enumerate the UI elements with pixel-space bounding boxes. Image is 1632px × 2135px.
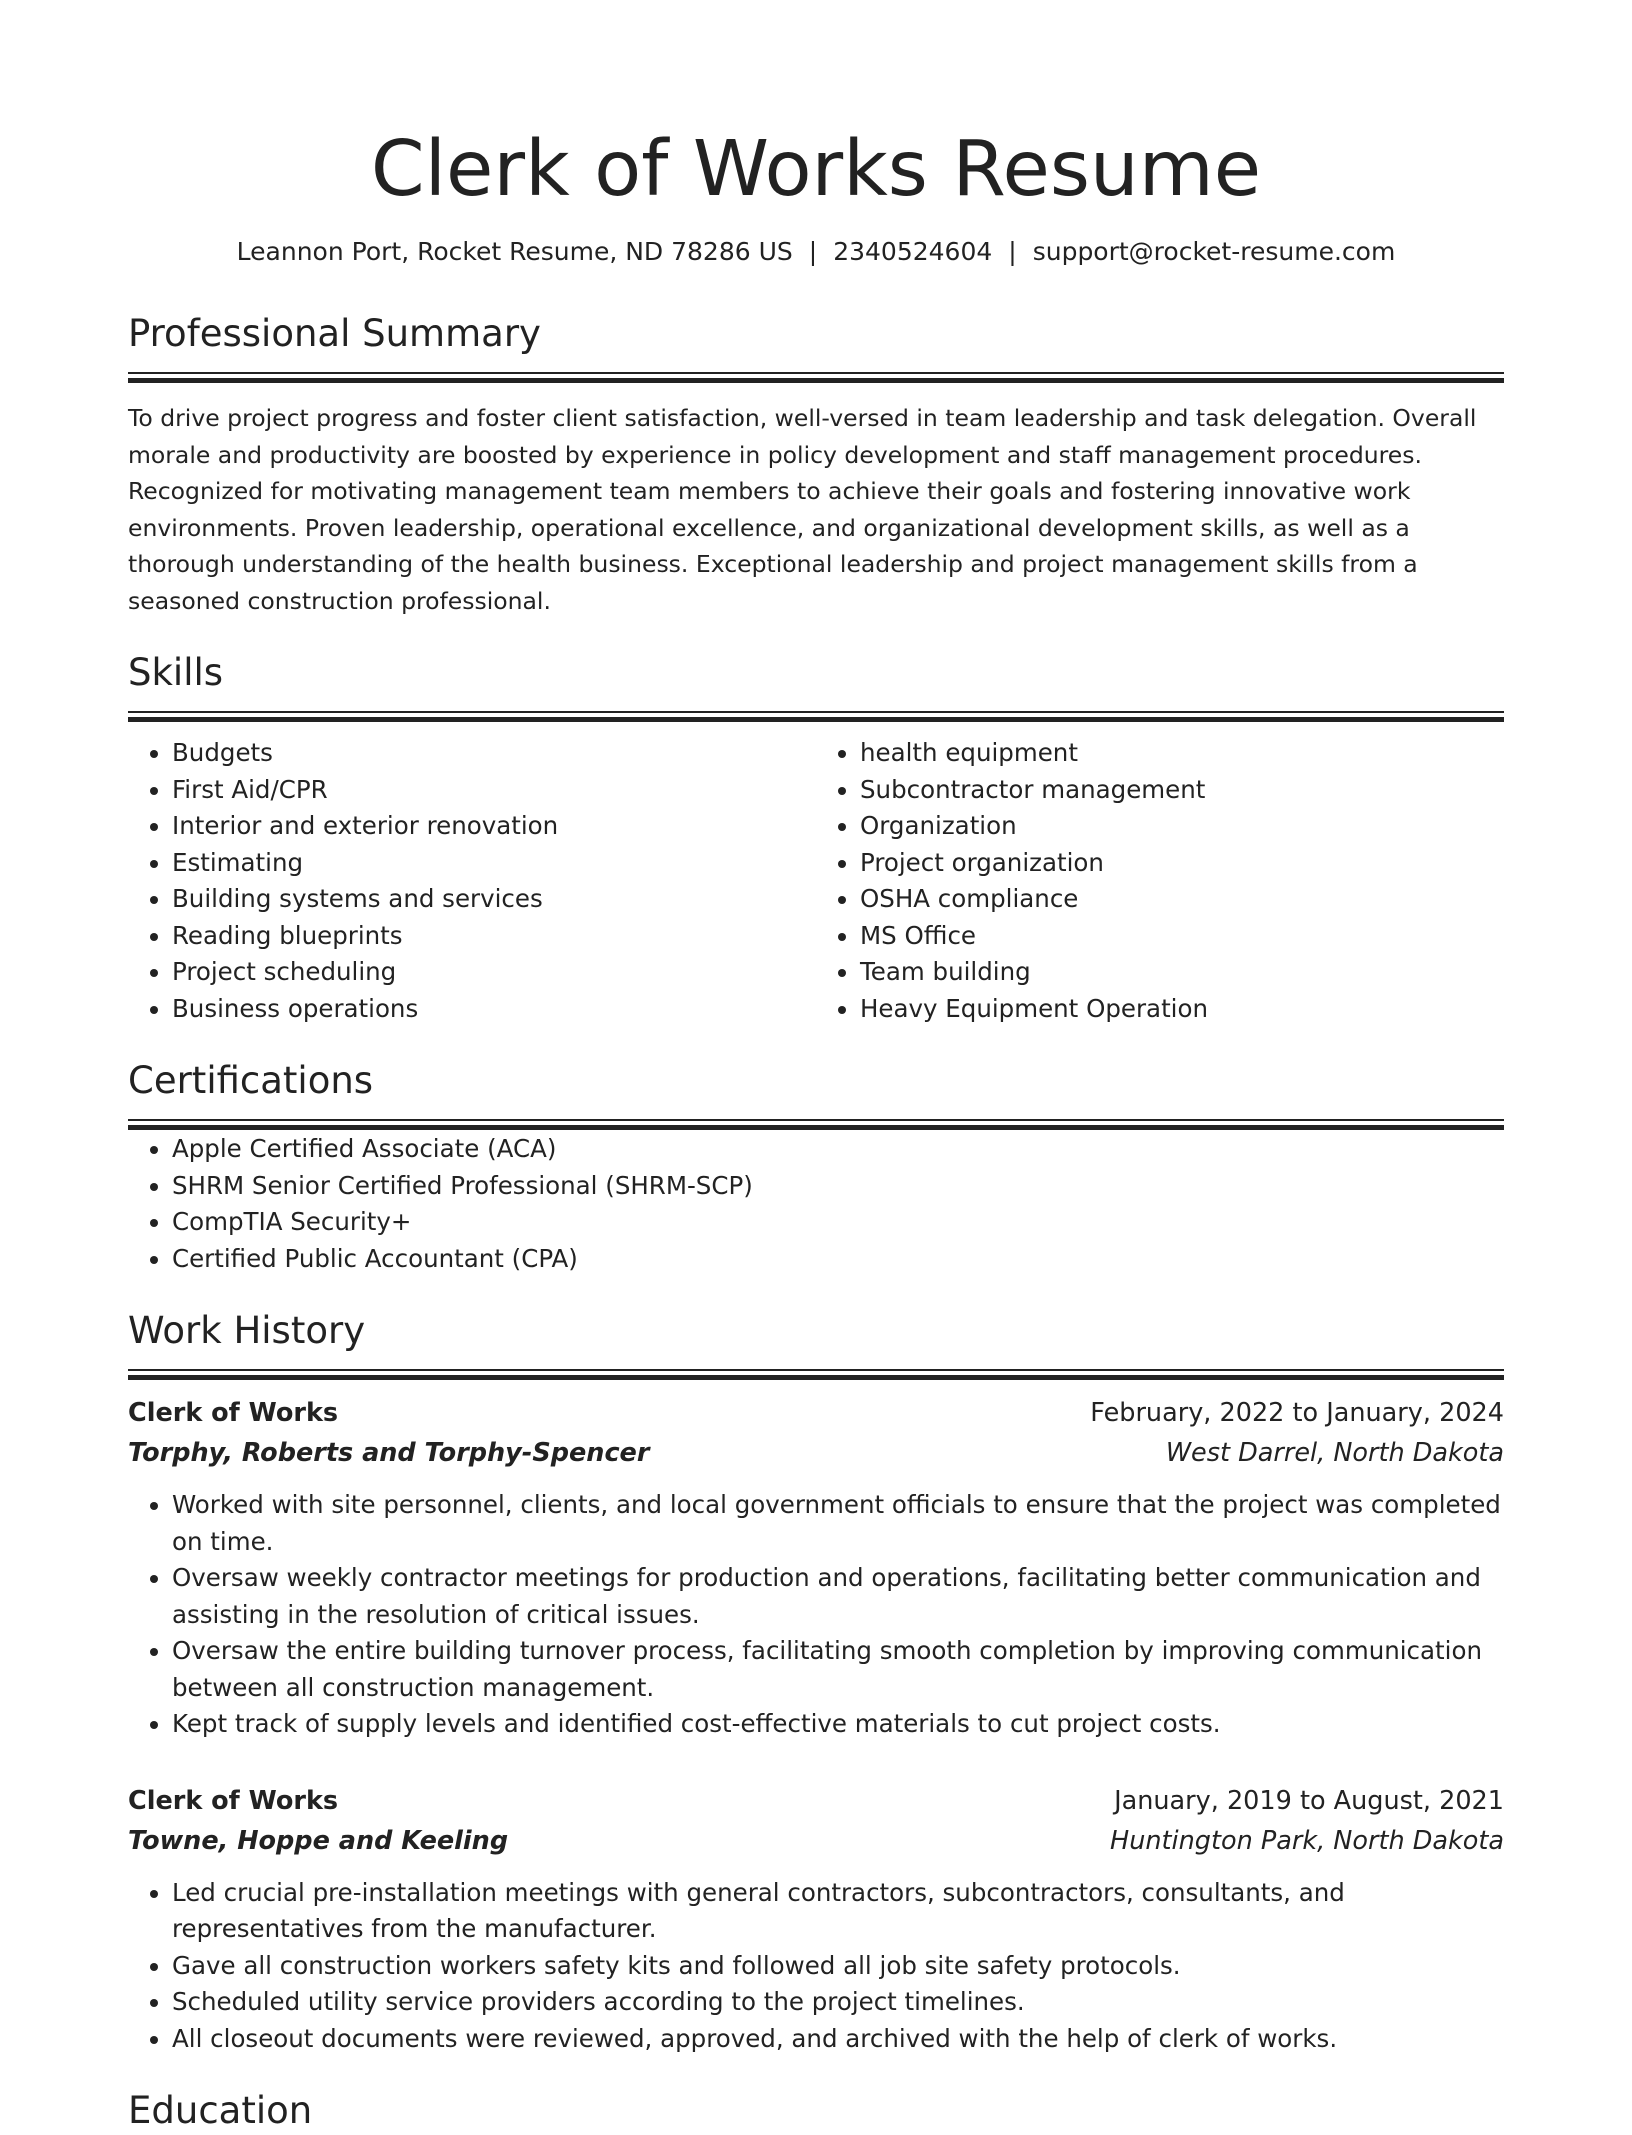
job-location: Huntington Park, North Dakota bbox=[1110, 1825, 1504, 1856]
summary-section bbox=[128, 310, 1504, 619]
section-heading: Skills bbox=[128, 651, 224, 694]
job-company: Torphy, Roberts and Torphy-Spencer bbox=[128, 1438, 650, 1468]
section-divider bbox=[128, 1119, 1504, 1131]
resume-page bbox=[128, 0, 1504, 2135]
skills-list-left bbox=[128, 735, 816, 1027]
section-heading: Certifications bbox=[128, 1059, 374, 1102]
list-item: • OSHA compliance bbox=[860, 881, 1504, 918]
section-heading: Professional Summary bbox=[128, 312, 541, 355]
certifications-list bbox=[128, 1131, 1504, 1277]
job-company-row bbox=[128, 1821, 1504, 1861]
job-header-row bbox=[128, 1393, 1504, 1433]
job-dates: January, 2019 to August, 2021 bbox=[1114, 1785, 1504, 1816]
section-heading: Work History bbox=[128, 1309, 366, 1352]
section-divider bbox=[128, 711, 1504, 723]
contact-address: Leannon Port, Rocket Resume, ND 78286 US bbox=[236, 237, 793, 266]
list-item: • Oversaw the entire building turnover process, facilitating smooth completion by improving communication between all construction management. bbox=[172, 1633, 1504, 1706]
list-item: • Reading blueprints bbox=[172, 918, 816, 955]
list-item: • Subcontractor management bbox=[860, 772, 1504, 809]
summary-text: To drive project progress and foster client satisfaction, well-versed in team leadership and task delegation. Overall morale and productivity are boosted by experience in policy development and staff management procedures. Recognized for motivating management team members to achieve their goals and fostering innovative work environments. Proven leadership, operational excellence, and organizational development skills, as well as a thorough understanding of the health business. Exceptional leadership and project management skills from a seasoned construction professional. bbox=[128, 404, 1477, 615]
list-item: • All closeout documents were reviewed, approved, and archived with the help of clerk of works. bbox=[172, 2021, 1504, 2058]
section-divider bbox=[128, 372, 1504, 384]
list-item: • Building systems and services bbox=[172, 881, 816, 918]
job-location: West Darrel, North Dakota bbox=[1165, 1438, 1504, 1468]
skills-grid bbox=[128, 735, 1504, 1027]
list-item: • Project scheduling bbox=[172, 954, 816, 991]
job-company-row bbox=[128, 1433, 1504, 1473]
skills-section bbox=[128, 649, 1504, 1027]
job-title: Clerk of Works bbox=[128, 1398, 339, 1428]
list-item: • Interior and exterior renovation bbox=[172, 808, 816, 845]
contact-separator: | bbox=[1008, 237, 1017, 266]
list-item: • Led crucial pre-installation meetings with general contractors, subcontractors, consultants, and representatives from the manufacturer. bbox=[172, 1875, 1504, 1948]
section-divider bbox=[128, 1369, 1504, 1381]
list-item: • MS Office bbox=[860, 918, 1504, 955]
section-heading: Education bbox=[128, 2089, 313, 2132]
resume-title: Clerk of Works Resume bbox=[370, 125, 1262, 214]
contact-separator: | bbox=[808, 237, 818, 266]
list-item: • Team building bbox=[860, 954, 1504, 991]
job-bullets bbox=[128, 1487, 1504, 1743]
education-section bbox=[128, 2087, 1504, 2135]
list-item: • CompTIA Security+ bbox=[172, 1204, 1504, 1241]
list-item: • Business operations bbox=[172, 991, 816, 1028]
job-company: Towne, Hoppe and Keeling bbox=[128, 1825, 509, 1856]
contact-phone: 2340524604 bbox=[833, 237, 993, 266]
list-item: • Certified Public Accountant (CPA) bbox=[172, 1241, 1504, 1278]
job-entry bbox=[128, 1781, 1504, 2058]
list-item: • Oversaw weekly contractor meetings for production and operations, facilitating better communication and assisting in the resolution of critical issues. bbox=[172, 1560, 1504, 1633]
contact-email[interactable]: support@rocket-resume.com bbox=[1032, 237, 1396, 266]
job-bullets bbox=[128, 1875, 1504, 2058]
list-item: • health equipment bbox=[860, 735, 1504, 772]
work-history-section bbox=[128, 1307, 1504, 2057]
list-item: • Scheduled utility service providers according to the project timelines. bbox=[172, 1984, 1504, 2021]
job-entry bbox=[128, 1393, 1504, 1743]
list-item: • Kept track of supply levels and identified cost-effective materials to cut project costs. bbox=[172, 1706, 1504, 1743]
list-item: • Estimating bbox=[172, 845, 816, 882]
list-item: • Gave all construction workers safety kits and followed all job site safety protocols. bbox=[172, 1948, 1504, 1985]
list-item: • Project organization bbox=[860, 845, 1504, 882]
skills-list-right bbox=[816, 735, 1504, 1027]
list-item: • First Aid/CPR bbox=[172, 772, 816, 809]
job-title: Clerk of Works bbox=[128, 1785, 339, 1816]
list-item: • Organization bbox=[860, 808, 1504, 845]
job-dates: February, 2022 to January, 2024 bbox=[1090, 1398, 1504, 1428]
contact-line bbox=[128, 236, 1504, 268]
list-item: • Budgets bbox=[172, 735, 816, 772]
list-item: • SHRM Senior Certified Professional (SHRM-SCP) bbox=[172, 1168, 1504, 1205]
list-item: • Worked with site personnel, clients, and local government officials to ensure that the project was completed on time. bbox=[172, 1487, 1504, 1560]
job-header-row bbox=[128, 1781, 1504, 1821]
list-item: • Heavy Equipment Operation bbox=[860, 991, 1504, 1028]
certifications-section bbox=[128, 1057, 1504, 1277]
list-item: • Apple Certified Associate (ACA) bbox=[172, 1131, 1504, 1168]
